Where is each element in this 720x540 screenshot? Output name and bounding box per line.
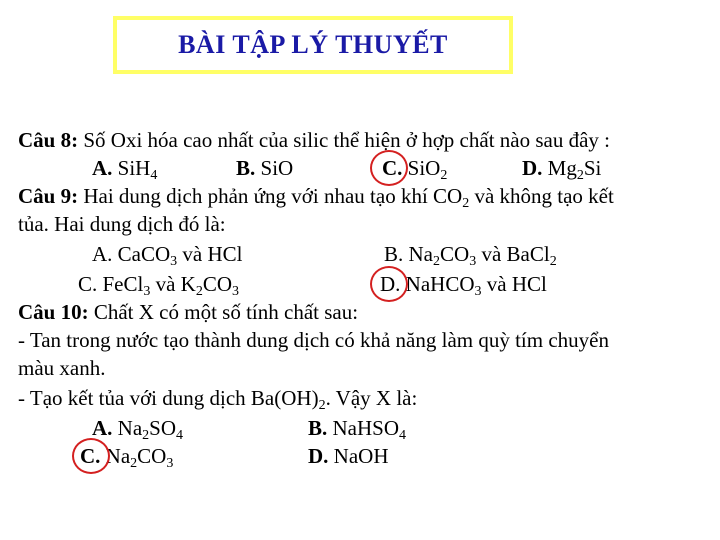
q9-question: Câu 9: Hai dung dịch phản ứng với nhau tạo khí $CO_2$ và không tạo kết [18,184,614,211]
q10-option-a: A. $Na_2SO_4$ [92,416,184,443]
q10-answer-circle [72,438,110,474]
q10-property-1-cont: màu xanh. [18,356,106,380]
q9-answer-circle [370,266,408,302]
q9-option-c: C. FeCl$_3$ và $K_2CO_3$ [78,272,240,299]
q10-property-2: - Tạo kết tủa với dung dịch $Ba(OH)_2$. Vậy X là: [18,386,418,413]
q8-label: Câu 8: [18,128,79,152]
q9-question-cont: tủa. Hai dung dịch đó là: [18,212,226,236]
q8-option-a: A. SiH$_4$ [92,156,158,183]
q8-answer-circle [370,150,408,186]
q8-question [18,128,610,152]
q10-question: Câu 10: Chất X có một số tính chất sau: [18,300,359,324]
q8-option-d: D. $Mg_2Si$ [522,156,602,183]
q10-option-b: B. NaHSO$_4$ [308,416,407,443]
q8-text: Số Oxi hóa cao nhất của silic thể hiện ở hợp chất nào sau đây : [78,128,610,152]
q9-option-d: D. NaHCO$_3$ và HCl [380,272,547,299]
q10-label: Câu 10: [18,300,89,324]
q9-option-b: B. $Na_2CO_3$ và BaCl$_2$ [384,242,557,269]
q9-option-a: A. CaCO$_3$ và HCl [92,242,243,269]
q8-option-b: B. SiO [236,156,294,180]
q10-option-d: D. NaOH [308,444,389,468]
q8-option-c: C. SiO$_2$ [382,156,448,183]
q9-label: Câu 9: [18,184,79,208]
q10-property-1: - Tan trong nước tạo thành dung dịch có khả năng làm quỳ tím chuyển [18,328,609,352]
title-box [113,16,513,74]
page-title: BÀI TẬP LÝ THUYẾT [178,30,448,59]
q10-option-c: C. $Na_2CO_3$ [80,444,174,471]
